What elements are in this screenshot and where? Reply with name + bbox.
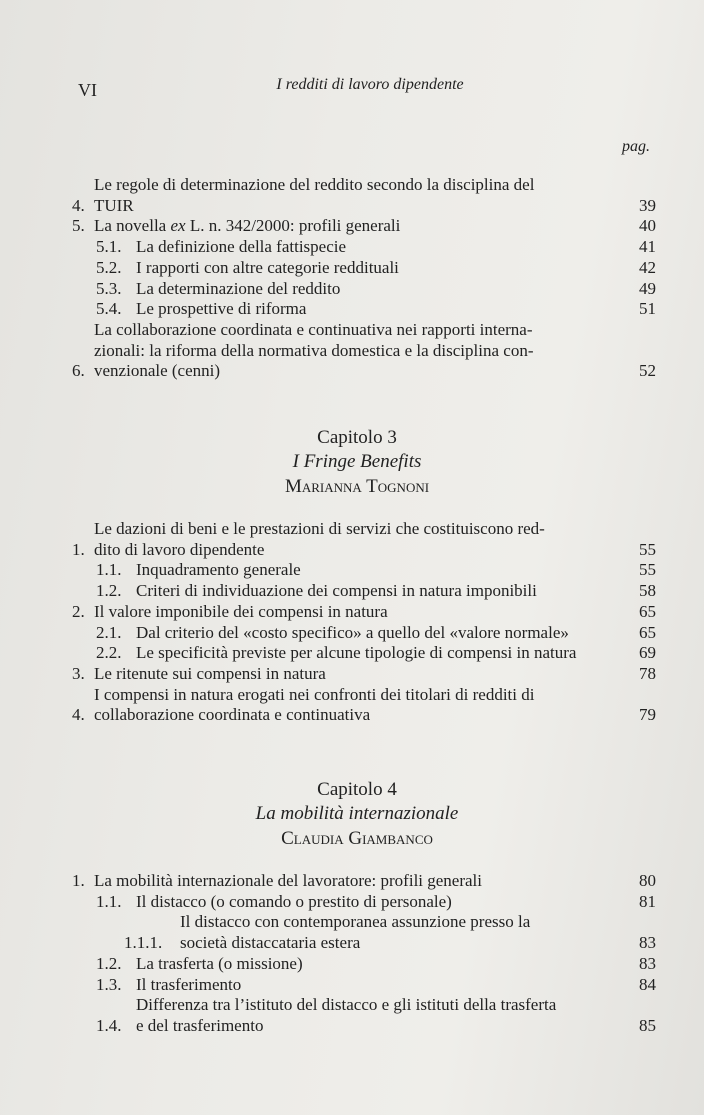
entry-title (136, 623, 620, 644)
entry-page: 79 (639, 705, 656, 725)
entry-page: 84 (639, 974, 656, 994)
entry-page: 41 (639, 237, 656, 257)
entry-title-line: Il distacco (o comando o prestito di personale) (136, 891, 452, 911)
entry-title (180, 912, 620, 953)
entry-number: 5.1. (96, 237, 122, 257)
entry-number: 1.3. (96, 974, 122, 994)
entry-page: 39 (639, 195, 656, 215)
entry-title-line: zionali: la riforma della normativa domestica e la disciplina con- (94, 340, 534, 360)
entry-title-line: Inquadramento generale (136, 560, 301, 580)
page-number: VI (78, 80, 97, 100)
toc-chapter-3 (72, 519, 656, 726)
entry-title-line: I rapporti con altre categorie reddituali (136, 257, 399, 277)
entry-title (136, 237, 620, 258)
entry-page: 78 (639, 663, 656, 683)
entry-number: 1. (72, 539, 85, 559)
toc-entry (72, 279, 656, 300)
chapter-number: Capitolo 3 (317, 427, 397, 449)
entry-title-line: La trasferta (o missione) (136, 953, 303, 973)
chapter-heading (0, 778, 704, 852)
entry-page: 83 (639, 953, 656, 973)
entry-title (94, 664, 620, 685)
toc-chapter-4 (72, 871, 656, 1037)
running-title: I redditi di lavoro dipendente (276, 76, 464, 93)
entry-title-line: Le specificità previste per alcune tipologie di compensi in natura (136, 643, 577, 663)
entry-page: 83 (639, 933, 656, 953)
entry-title (94, 175, 620, 216)
entry-number: 6. (72, 361, 85, 381)
toc-entry (72, 685, 656, 726)
entry-title-line: collaborazione coordinata e continuativa (94, 705, 371, 725)
entry-title (94, 602, 620, 623)
entry-page: 65 (639, 622, 656, 642)
entry-title (136, 258, 620, 279)
toc-entry (72, 892, 656, 913)
toc-entry (72, 954, 656, 975)
toc-entry (72, 975, 656, 996)
entry-title-line: Il valore imponibile dei compensi in natura (94, 601, 388, 621)
entry-title-line: Criteri di individuazione dei compensi in natura imponibili (136, 581, 537, 601)
entry-number: 2.1. (96, 622, 122, 642)
toc-entry (72, 519, 656, 560)
entry-number: 1.1. (96, 560, 122, 580)
entry-title (136, 995, 620, 1036)
toc-entry (72, 995, 656, 1036)
toc-entry (72, 175, 656, 216)
entry-title (136, 643, 620, 664)
toc-entry (72, 602, 656, 623)
entry-page: 65 (639, 601, 656, 621)
entry-title (94, 685, 620, 726)
entry-title-line: società distaccataria estera (180, 933, 361, 953)
entry-title-line: La collaborazione coordinata e continuativa nei rapporti interna- (94, 319, 533, 339)
entry-title (136, 954, 620, 975)
entry-number: 5. (72, 216, 85, 236)
entry-title-segment: La novella (94, 216, 171, 236)
toc-entry (72, 643, 656, 664)
entry-title (136, 560, 620, 581)
entry-page: 49 (639, 278, 656, 298)
entry-number: 4. (72, 195, 85, 215)
entry-title-line: Dal criterio del «costo specifico» a quello del «valore normale» (136, 622, 569, 642)
entry-title-line: e del trasferimento (136, 1015, 264, 1035)
chapter-heading (0, 426, 704, 500)
entry-page: 85 (639, 1015, 656, 1035)
entry-title (136, 892, 620, 913)
toc-entry (72, 320, 656, 382)
entry-number: 5.4. (96, 299, 122, 319)
entry-page: 42 (639, 257, 656, 277)
entry-number: 1. (72, 871, 85, 891)
entry-page: 52 (639, 361, 656, 381)
entry-number: 1.1.1. (124, 933, 163, 953)
pag-label: pag. (622, 138, 650, 155)
entry-title-line: La definizione della fattispecie (136, 237, 347, 257)
entry-title (94, 871, 620, 892)
entry-title (136, 299, 620, 320)
toc-entry (72, 299, 656, 320)
entry-page: 81 (639, 891, 656, 911)
entry-title-line (94, 216, 620, 237)
entry-title (136, 279, 620, 300)
toc-entry (72, 216, 656, 237)
entry-number: 5.2. (96, 257, 122, 277)
chapter-title: I Fringe Benefits (292, 451, 422, 473)
chapter-number: Capitolo 4 (317, 779, 397, 801)
entry-title-line: Il distacco con contemporanea assunzione presso la (180, 912, 531, 932)
entry-title-line: La determinazione del reddito (136, 278, 341, 298)
entry-title-line: Le prospettive di riforma (136, 299, 307, 319)
entry-page: 69 (639, 643, 656, 663)
entry-title (136, 581, 620, 602)
entry-title-segment: ex (170, 216, 186, 236)
entry-title-line: dito di lavoro dipendente (94, 539, 265, 559)
entry-title-line: Differenza tra l’istituto del distacco e gli istituti della trasferta (136, 995, 557, 1015)
entry-title-segment: L. n. 342/2000: profili generali (185, 216, 401, 236)
entry-title-line: Le ritenute sui compensi in natura (94, 663, 326, 683)
entry-number: 3. (72, 663, 85, 683)
entry-page: 40 (639, 216, 656, 236)
toc-section-chapter-2-end (72, 175, 656, 382)
entry-number: 5.3. (96, 278, 122, 298)
entry-title (94, 320, 620, 382)
entry-title (94, 216, 620, 237)
entry-title-line: Le dazioni di beni e le prestazioni di servizi che costituiscono red- (94, 519, 545, 539)
entry-number: 1.2. (96, 581, 122, 601)
entry-page: 58 (639, 581, 656, 601)
toc-entry (72, 664, 656, 685)
entry-title-line: I compensi in natura erogati nei confronti dei titolari di redditi di (94, 684, 535, 704)
entry-number: 2.2. (96, 643, 122, 663)
toc-entry (72, 258, 656, 279)
entry-number: 1.1. (96, 891, 122, 911)
entry-number: 4. (72, 705, 85, 725)
entry-title (136, 975, 620, 996)
entry-page: 51 (639, 299, 656, 319)
entry-title-line: Le regole di determinazione del reddito secondo la disciplina del (94, 175, 535, 194)
entry-page: 55 (639, 539, 656, 559)
entry-number: 1.2. (96, 953, 122, 973)
entry-page: 80 (639, 871, 656, 891)
toc-entry (72, 623, 656, 644)
entry-title-line: La mobilità internazionale del lavoratore: profili generali (94, 871, 483, 891)
toc-entry (72, 581, 656, 602)
toc-entry (72, 871, 656, 892)
toc-entry (72, 560, 656, 581)
entry-title-line: venzionale (cenni) (94, 361, 221, 381)
entry-title (94, 519, 620, 560)
entry-title-line: Il trasferimento (136, 974, 242, 994)
entry-title-line: TUIR (94, 195, 134, 215)
toc-entry (72, 912, 656, 953)
chapter-author: Marianna Tognoni (284, 476, 430, 498)
entry-number: 1.4. (96, 1015, 122, 1035)
toc-entry (72, 237, 656, 258)
entry-page: 55 (639, 560, 656, 580)
entry-number: 2. (72, 601, 85, 621)
chapter-title: La mobilità internazionale (255, 803, 459, 825)
chapter-author: Claudia Giambanco (281, 828, 433, 850)
